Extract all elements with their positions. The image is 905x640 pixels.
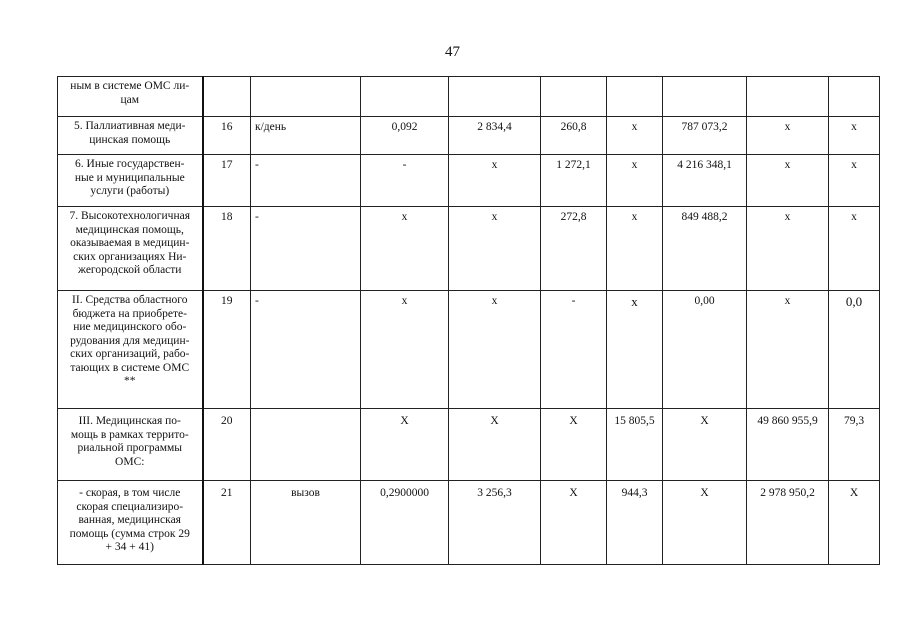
cell-c4: х (607, 207, 663, 291)
cell-num: 21 (203, 481, 251, 565)
cell-c2: 3 256,3 (449, 481, 541, 565)
cell-c6: х (747, 117, 829, 155)
table-row (58, 291, 880, 409)
cell-c2: х (449, 207, 541, 291)
cell-c2: х (449, 291, 541, 409)
cell-c5 (663, 77, 747, 117)
cell-c5: Х (663, 481, 747, 565)
table-row (58, 117, 880, 155)
cell-c3 (541, 77, 607, 117)
cell-c5: Х (663, 409, 747, 481)
cell-c6: х (747, 291, 829, 409)
cell-c2: Х (449, 409, 541, 481)
cell-c7: 79,3 (829, 409, 880, 481)
cell-c5: 0,00 (663, 291, 747, 409)
cell-c4: х (607, 155, 663, 207)
cell-c4: 944,3 (607, 481, 663, 565)
cell-c3: 260,8 (541, 117, 607, 155)
cell-name: III. Медицинская по- мощь в рамках террито- риальной программы ОМС: (58, 409, 203, 481)
cell-c3: Х (541, 409, 607, 481)
table-row (58, 207, 880, 291)
cell-c7: 0,0 (829, 291, 880, 409)
cell-name: 6. Иные государствен- ные и муниципальные услуги (работы) (58, 155, 203, 207)
cell-c4 (607, 77, 663, 117)
cell-c5: 849 488,2 (663, 207, 747, 291)
cell-c7 (829, 77, 880, 117)
cell-num: 19 (203, 291, 251, 409)
cell-c7: х (829, 117, 880, 155)
cell-c4: х (607, 291, 663, 409)
cell-c1: 0,2900000 (361, 481, 449, 565)
cell-c1: Х (361, 409, 449, 481)
cell-unit: - (251, 207, 361, 291)
cell-c2: 2 834,4 (449, 117, 541, 155)
cell-c4: 15 805,5 (607, 409, 663, 481)
cell-unit (251, 409, 361, 481)
cell-c5: 787 073,2 (663, 117, 747, 155)
cell-name: ным в системе ОМС ли- цам (58, 77, 203, 117)
cell-c3: Х (541, 481, 607, 565)
cell-num: 20 (203, 409, 251, 481)
cell-c1: х (361, 207, 449, 291)
cell-c1: 0,092 (361, 117, 449, 155)
cell-num: 16 (203, 117, 251, 155)
cell-num: 18 (203, 207, 251, 291)
cell-c5: 4 216 348,1 (663, 155, 747, 207)
cell-num (203, 77, 251, 117)
table-row (58, 481, 880, 565)
cell-c2: х (449, 155, 541, 207)
cell-unit: - (251, 291, 361, 409)
table-row (58, 77, 880, 117)
cell-c4: х (607, 117, 663, 155)
cell-c6: х (747, 155, 829, 207)
cell-name: II. Средства областного бюджета на приобрете- ние медицинского обо- рудования для медицин- ских организаций, рабо- тающих в системе ОМС ** (58, 291, 203, 409)
cell-c1 (361, 77, 449, 117)
cell-c1: - (361, 155, 449, 207)
cell-c7: х (829, 155, 880, 207)
cell-unit: вызов (251, 481, 361, 565)
table-row (58, 155, 880, 207)
cell-unit: к/день (251, 117, 361, 155)
cell-c1: х (361, 291, 449, 409)
cell-c6: х (747, 207, 829, 291)
cell-name: 5. Паллиативная меди- цинская помощь (58, 117, 203, 155)
cell-c7: х (829, 207, 880, 291)
cell-name: 7. Высокотехнологичная медицинская помощь, оказываемая в медицин- ских организациях Ни- жегородской области (58, 207, 203, 291)
cell-c7: Х (829, 481, 880, 565)
cell-unit: - (251, 155, 361, 207)
cell-name: - скорая, в том числе скорая специализиро- ванная, медицинская помощь (сумма строк 29 + 34 + 41) (58, 481, 203, 565)
cell-c6 (747, 77, 829, 117)
cell-unit (251, 77, 361, 117)
table-row (58, 409, 880, 481)
data-table (57, 76, 880, 565)
cell-c6: 49 860 955,9 (747, 409, 829, 481)
cell-c6: 2 978 950,2 (747, 481, 829, 565)
cell-c2 (449, 77, 541, 117)
page-number: 47 (445, 44, 460, 60)
cell-c3: 272,8 (541, 207, 607, 291)
cell-c3: 1 272,1 (541, 155, 607, 207)
cell-c3: - (541, 291, 607, 409)
cell-num: 17 (203, 155, 251, 207)
